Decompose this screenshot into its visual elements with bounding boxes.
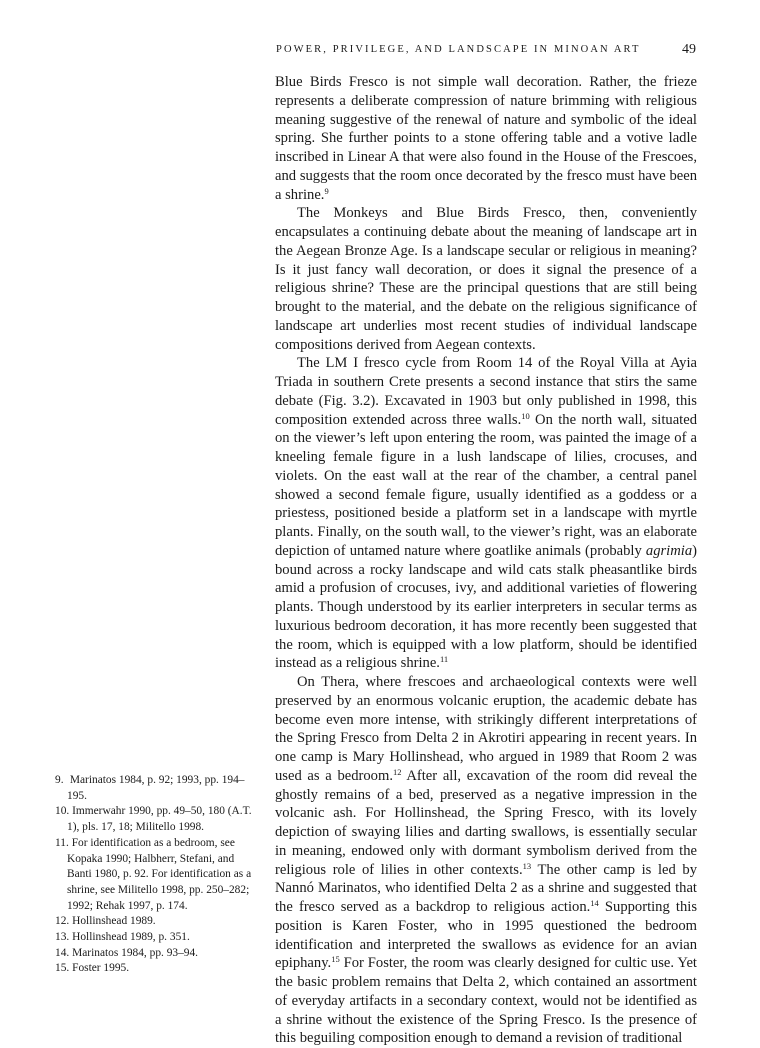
- footnote-text: Marinatos 1984, p. 92; 1993, pp. 194–195.: [67, 774, 245, 802]
- footnote: [55, 804, 255, 835]
- footnote-ref: 12: [392, 766, 402, 777]
- footnote: [55, 914, 255, 930]
- footnote: [55, 773, 255, 804]
- footnote-text: Foster 1995.: [72, 962, 130, 975]
- footnote-number: 14.: [55, 946, 70, 959]
- footnote: [55, 930, 255, 946]
- footnote-number: 12.: [55, 915, 70, 928]
- footnote-text: Hollinshead 1989, p. 351.: [72, 931, 190, 944]
- text-run: On Thera, where frescoes and archaeological contexts were well preserved by an enormous volcanic eruption, the academic debate has become even more intense, with strikingly different interpretations of the Spring Fresco from Delta 2 in Akrotiri appearing in recent years. In one camp is Mary Hollinshead, who argued in 1989 that Room 2 was used as a bedroom.: [275, 674, 697, 784]
- text-run: Blue Birds Fresco is not simple wall decoration. Rather, the frieze represents a deliberate compression of nature brimming with religious meaning suggestive of the renewal of nature and symbolic of the ideal spring. She further points to a stone offering table and a votive ladle inscribed in Linear A that were also found in the House of the Frescoes, and suggests that the room once decorated by the fresco must have been a shrine.: [275, 74, 697, 203]
- paragraph: [275, 73, 697, 204]
- footnote: [55, 836, 255, 915]
- footnote-number: 9.: [55, 774, 64, 786]
- footnote-number: 11.: [55, 836, 69, 849]
- footnote-ref: 11: [439, 654, 449, 665]
- footnote-text: For identification as a bedroom, see Kopaka 1990; Halbherr, Stefani, and Banti 1980, p. 92. For identification as a shrine, see Militello 1998, pp. 250–282; 1992; Rehak 1997, p. 174.: [67, 836, 252, 912]
- text-run: After all, excavation of the room did reveal the ghostly remains of a bed, preserved as a negative impression in the volcanic ash. For Hollinshead, the Spring Fresco, with its lovely depiction of swaying lilies and darting swallows, is essentially secular in meaning, endowed only with dormant symbolism derived from the religious role of lilies in other contexts.: [275, 767, 697, 878]
- body-text: [275, 73, 697, 1048]
- footnote-number: 15.: [55, 962, 70, 975]
- text-run: The LM I fresco cycle from Room 14 of the Royal Villa at Ayia Triada in southern Crete presents a second instance that stirs the same debate (Fig. 3.2). Excavated in 1903 but only published in 1998, this composition extended across three walls.: [275, 355, 697, 428]
- text-run: ) bound across a rocky landscape and wild cats stalk pheasantlike birds amid a profusion of crocuses, ivy, and additional varieties of flowering plants. Though understood by its earlier interpreters in secular terms as luxurious bedroom decoration, it has more recently been suggested that the room, which is equipped with a low platform, should be identified instead as a religious shrine.: [275, 542, 697, 672]
- footnote-number: 13.: [55, 931, 70, 944]
- paragraph: [275, 673, 697, 1048]
- footnote-ref: 10: [521, 410, 530, 421]
- footnote: [55, 946, 255, 962]
- footnote-text: Hollinshead 1989.: [72, 915, 156, 928]
- paragraph: [275, 354, 697, 673]
- text-run: The Monkeys and Blue Birds Fresco, then, conveniently encapsulates a continuing debate about the meaning of landscape art in the Aegean Bronze Age. Is a landscape secular or religious in meaning? Is it just fancy wall decoration, or does it signal the presence of a religious shrine? These are the principal questions that are still being brought to the material, and the debate on the religious significance of landscape art underlies most recent studies of individual landscape compositions derived from Aegean contexts.: [275, 205, 697, 353]
- page-number: 49: [682, 42, 696, 57]
- text-run: The other camp is led by Nannó Marinatos, who identified Delta 2 as a shrine and suggested that the fresco served as a backdrop to religious action.: [275, 861, 697, 915]
- footnote-ref: 13: [522, 860, 532, 871]
- text-run: Supporting this position is Karen Foster, who in 1995 questioned the bedroom identification and interpreted the swallows as evidence for an avian epiphany.: [275, 899, 697, 972]
- footnotes: [55, 773, 255, 977]
- footnote-ref: 14: [590, 898, 599, 908]
- italic-term: agrimia: [645, 542, 693, 559]
- footnote-text: Marinatos 1984, pp. 93–94.: [72, 946, 199, 959]
- footnote-text: Immerwahr 1990, pp. 49–50, 180 (A.T. 1), pls. 17, 18; Militello 1998.: [67, 805, 252, 834]
- running-header: [276, 44, 696, 62]
- footnote-ref: 9: [324, 185, 329, 196]
- running-title: POWER, PRIVILEGE, AND LANDSCAPE IN MINOAN ART: [276, 44, 641, 55]
- text-run: On the north wall, situated on the viewer’s left upon entering the room, was painted the image of a kneeling female figure in a lush landscape of lilies, crocuses, and violets. On the east wall at the rear of the chamber, a central panel showed a second female figure, usually identified as a goddess or a priestess, positioned beside a platform set in a landscape with myrtle plants. Finally, on the south wall, to the viewer’s right, was an elaborate depiction of untamed nature where goatlike animals (probably: [275, 411, 697, 559]
- paragraph: [275, 204, 697, 354]
- text-run: For Foster, the room was clearly designed for cultic use. Yet the basic problem remains that Delta 2, which contained an assortment of everyday artifacts in a secondary context, would not be identified as a shrine without the existence of the Spring Fresco. Is the presence of this beguiling composition enough to demand a revision of traditional: [275, 955, 697, 1047]
- footnote-number: 10.: [55, 805, 70, 818]
- footnote-ref: 15: [331, 954, 340, 965]
- footnote: [55, 961, 255, 977]
